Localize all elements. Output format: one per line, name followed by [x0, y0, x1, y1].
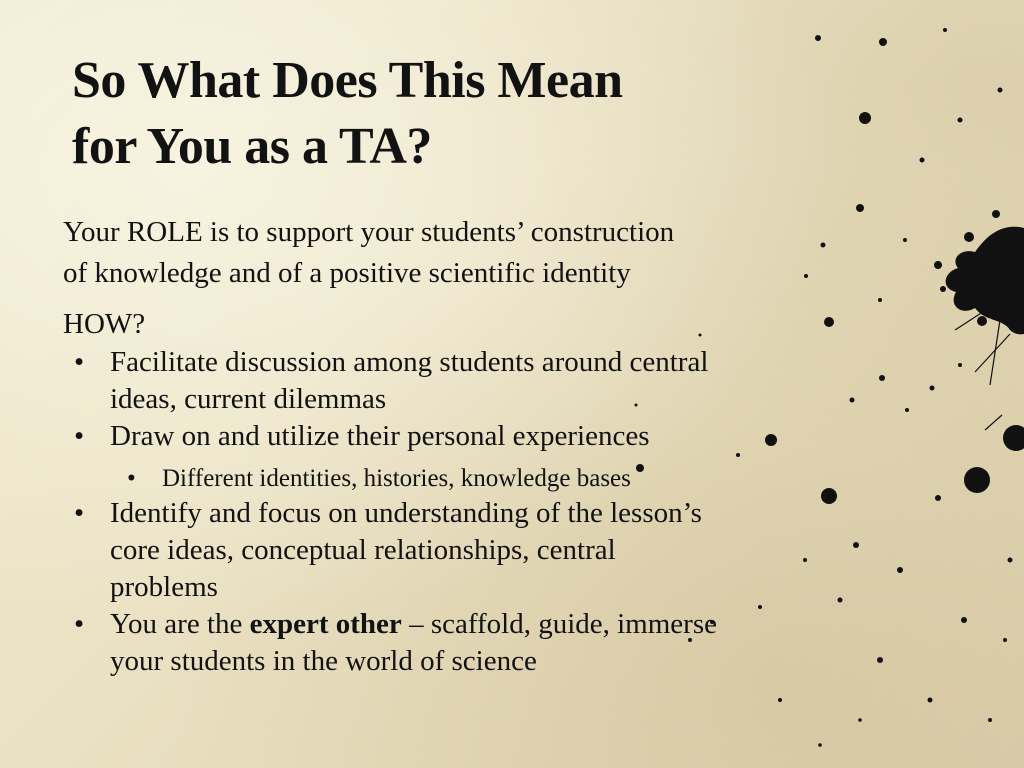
- bullet-text-suffix: – scaffold, guide, immerse: [401, 608, 717, 640]
- bullet-item: [63, 495, 823, 606]
- bullet-text-prefix: You are the: [110, 608, 250, 640]
- bullet-dot: •: [74, 346, 85, 378]
- bullet-text: Different identities, histories, knowledge bases: [162, 465, 631, 492]
- bullet-text: Facilitate discussion among students around central: [110, 346, 709, 378]
- bullet-text: ideas, current dilemmas: [110, 383, 387, 415]
- slide-title: [72, 48, 792, 180]
- bullet-text: problems: [110, 571, 218, 603]
- bullet-dot: •: [127, 465, 136, 492]
- bullet-list: [63, 344, 823, 680]
- bullet-dot: •: [74, 420, 85, 452]
- role-line: of knowledge and of a positive scientific identity: [63, 257, 631, 289]
- role-statement: [63, 212, 823, 294]
- bullet-text: core ideas, conceptual relationships, central: [110, 534, 616, 566]
- bullet-text: your students in the world of science: [110, 645, 537, 677]
- bullet-text: Draw on and utilize their personal experiences: [110, 420, 650, 452]
- bullet-text: Identify and focus on understanding of the lesson’s: [110, 497, 702, 529]
- slide-body: [63, 212, 823, 680]
- sub-bullet-item: [63, 459, 823, 499]
- bullet-item: [63, 606, 823, 680]
- bullet-item: [63, 418, 823, 455]
- role-line: Your ROLE is to support your students’ construction: [63, 216, 675, 248]
- bullet-emphasis: expert other: [249, 608, 402, 640]
- title-line: So What Does This Mean: [72, 52, 623, 109]
- how-label: HOW?: [63, 308, 146, 340]
- title-line: for You as a TA?: [72, 118, 432, 175]
- bullet-dot: •: [74, 497, 85, 529]
- bullet-dot: •: [74, 608, 85, 640]
- bullet-item: [63, 344, 823, 418]
